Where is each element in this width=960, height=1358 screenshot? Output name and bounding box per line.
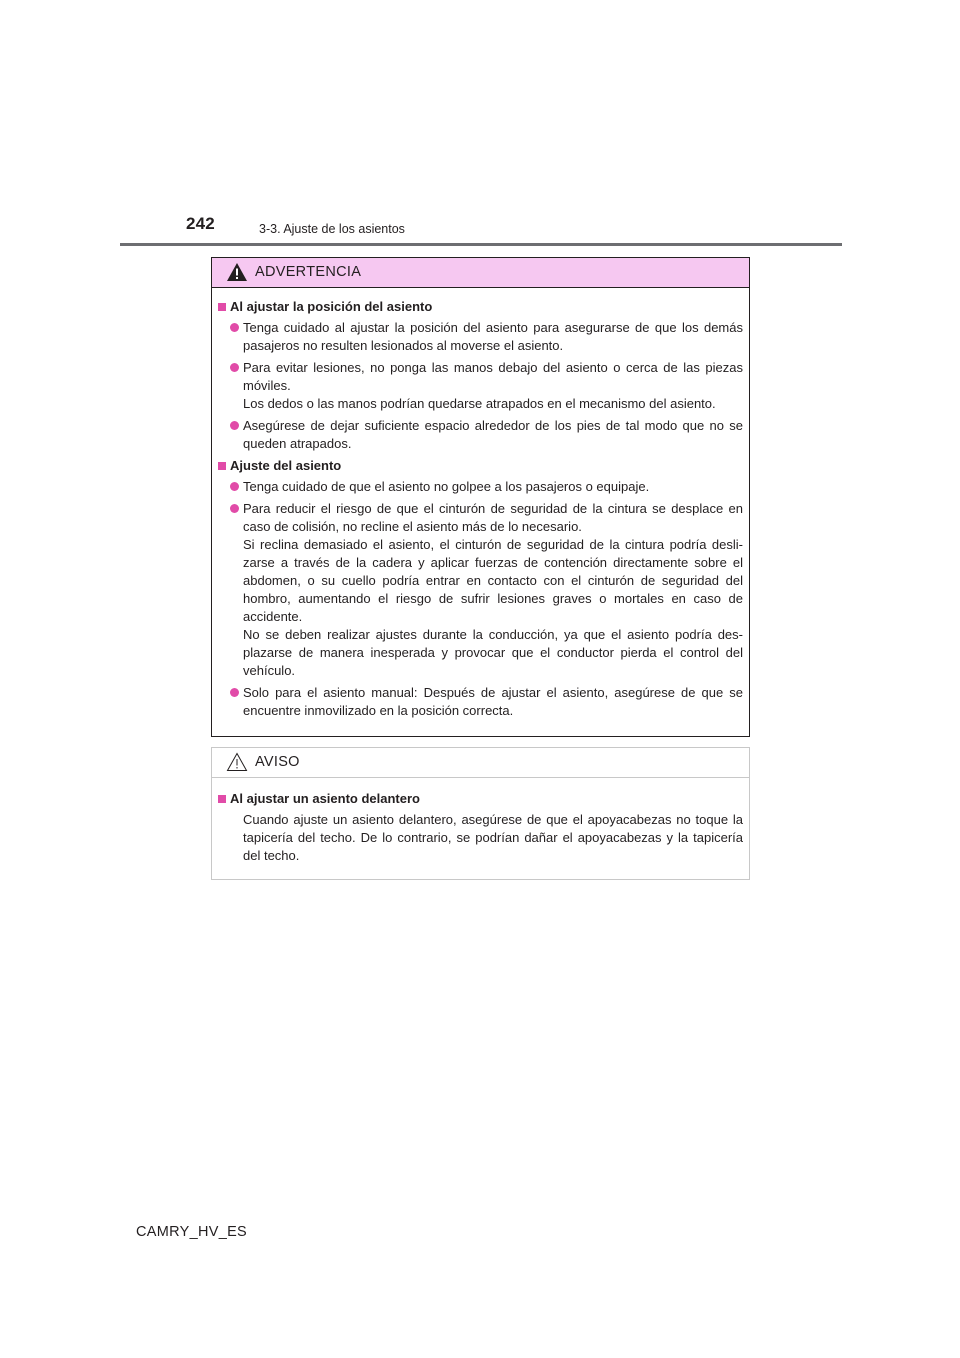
- warning-box: [211, 257, 750, 737]
- list-item: Tenga cuidado de que el asiento no golpee a los pasajeros o equipaje.: [217, 478, 743, 496]
- notice-box: [211, 747, 750, 880]
- notice-header: [212, 748, 749, 778]
- square-bullet-icon: [218, 795, 226, 803]
- document-code: CAMRY_HV_ES: [136, 1224, 248, 1240]
- section-heading: Al ajustar la posición del asiento: [217, 298, 743, 316]
- section-heading: Al ajustar un asiento delantero: [217, 790, 743, 808]
- warning-triangle-filled-icon: [226, 262, 248, 282]
- round-bullet-icon: [230, 363, 239, 372]
- page-number: 242: [186, 214, 215, 233]
- notice-label: AVISO: [255, 754, 300, 770]
- list-item: Asegúrese de dejar suficiente espacio alrededor de los pies de tal modo que no se queden atrapados.: [217, 417, 743, 453]
- section-heading: Ajuste del asiento: [217, 457, 743, 475]
- list-item: Para evitar lesiones, no ponga las manos debajo del asiento o cerca de las piezas móviles. Los dedos o las manos podrían quedarse atrapados en el mecanismo del asiento.: [217, 359, 743, 413]
- list-item: Para reducir el riesgo de que el cinturón de seguridad de la cintura se desplace en caso de colisión, no recline el asiento más de lo necesario. Si reclina demasiado el asiento, el cinturón de seguridad de la cintura podría desli-zarse a través de la cadera y aplicar fuerzas de contención directamente sobre el abdomen, o su cuello podría entrar en contacto con el cinturón de seguridad del hombro, aumentando el riesgo de sufrir lesiones graves o mortales en caso de accidente. No se deben realizar ajustes durante la conducción, ya que el asiento podría des-plazarse de manera inesperada y provocar que el conductor pierda el control del vehículo.: [217, 500, 743, 680]
- list-item: Tenga cuidado al ajustar la posición del asiento para asegurarse de que los demás pasajeros no resulten lesionados al moverse el asiento.: [217, 319, 743, 355]
- warning-header: [212, 258, 749, 288]
- round-bullet-icon: [230, 504, 239, 513]
- list-item: Solo para el asiento manual: Después de ajustar el asiento, asegúrese de que se encuentre inmovilizado en la posición correcta.: [217, 684, 743, 720]
- round-bullet-icon: [230, 482, 239, 491]
- notice-text: Cuando ajuste un asiento delantero, asegúrese de que el apoyacabezas no toque la tapicería del techo. De lo contrario, se podrían dañar el apoyacabezas y la tapicería del techo.: [243, 812, 743, 863]
- round-bullet-icon: [230, 323, 239, 332]
- round-bullet-icon: [230, 688, 239, 697]
- section-title: 3-3. Ajuste de los asientos: [259, 222, 405, 236]
- header-rule: [120, 243, 842, 246]
- notice-body: [212, 778, 749, 865]
- square-bullet-icon: [218, 462, 226, 470]
- warning-body: [212, 288, 749, 720]
- square-bullet-icon: [218, 303, 226, 311]
- warning-triangle-outline-icon: [226, 752, 248, 772]
- warning-label: ADVERTENCIA: [255, 264, 362, 280]
- round-bullet-icon: [230, 421, 239, 430]
